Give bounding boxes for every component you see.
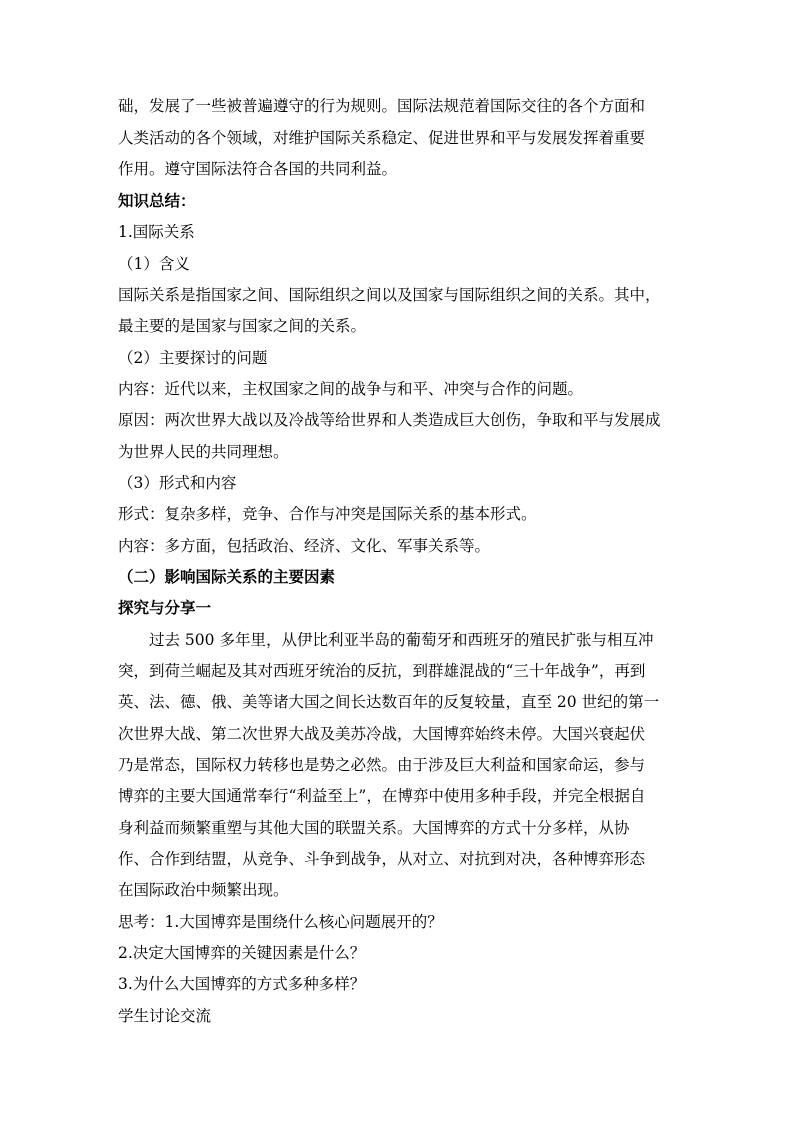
paragraph-line: 次世界大战、第二次世界大战及美苏冷战，大国博弈始终未停。大国兴衰起伏	[118, 725, 646, 743]
section-heading: 知识总结：	[118, 191, 196, 210]
paragraph-line: 在国际政治中频繁出现。	[118, 881, 289, 899]
paragraph-line: 人类活动的各个领域，对维护国际关系稳定、促进世界和平与发展发挥着重要	[118, 129, 646, 147]
paragraph-line: 博弈的主要大国通常奉行“利益至上”，在博弈中使用多种手段，并完全根据自	[118, 787, 646, 805]
subheading: （2）主要探讨的问题	[118, 349, 268, 367]
paragraph-line: 身利益而频繁重塑与其他大国的联盟关系。大国博弈的方式十分多样，从协	[118, 819, 630, 837]
paragraph-line: 内容：多方面，包括政治、经济、文化、军事关系等。	[118, 537, 491, 555]
question-line: 3.为什么大国博弈的方式多种多样？	[118, 975, 366, 993]
paragraph-line: 学生讨论交流	[118, 1007, 212, 1025]
subheading: （3）形式和内容	[118, 474, 237, 492]
paragraph-line: 过去 500 多年里，从伊比利亚半岛的葡萄牙和西班牙的殖民扩张与相互冲	[149, 631, 654, 649]
paragraph-line: 形式：复杂多样，竞争、合作与冲突是国际关系的基本形式。	[118, 505, 537, 523]
paragraph-line: 础，发展了一些被普遍遵守的行为规则。国际法规范着国际交往的各个方面和	[118, 97, 646, 115]
paragraph-line: 原因：两次世界大战以及冷战等给世界和人类造成巨大创伤，争取和平与发展成	[118, 411, 661, 429]
paragraph-line: 国际关系是指国家之间、国际组织之间以及国家与国际组织之间的关系。其中，	[118, 286, 661, 304]
subheading: （1）含义	[118, 255, 190, 273]
paragraph-line: 乃是常态，国际权力转移也是势之必然。由于涉及巨大利益和国家命运，参与	[118, 756, 646, 774]
paragraph-line: 英、法、德、俄、美等诸大国之间长达数百年的反复较量，直至 20 世纪的第一	[118, 693, 660, 711]
paragraph-line: 作用。遵守国际法符合各国的共同利益。	[118, 160, 398, 178]
section-heading: （二）影响国际关系的主要因素	[118, 567, 336, 586]
paragraph-line: 为世界人民的共同理想。	[118, 443, 289, 461]
question-line: 思考：1.大国博弈是围绕什么核心问题展开的？	[118, 913, 443, 931]
paragraph-line: 最主要的是国家与国家之间的关系。	[118, 317, 367, 335]
subheading: 1.国际关系	[118, 223, 195, 241]
paragraph-line: 作、合作到结盟，从竞争、斗争到战争，从对立、对抗到对决，各种博弈形态	[118, 850, 646, 868]
paragraph-line: 内容：近代以来，主权国家之间的战争与和平、冲突与合作的问题。	[118, 380, 584, 398]
question-line: 2.决定大国博弈的关键因素是什么？	[118, 944, 366, 962]
section-heading: 探究与分享一	[118, 598, 212, 617]
paragraph-line: 突，到荷兰崛起及其对西班牙统治的反抗，到群雄混战的“三十年战争”，再到	[118, 662, 646, 680]
